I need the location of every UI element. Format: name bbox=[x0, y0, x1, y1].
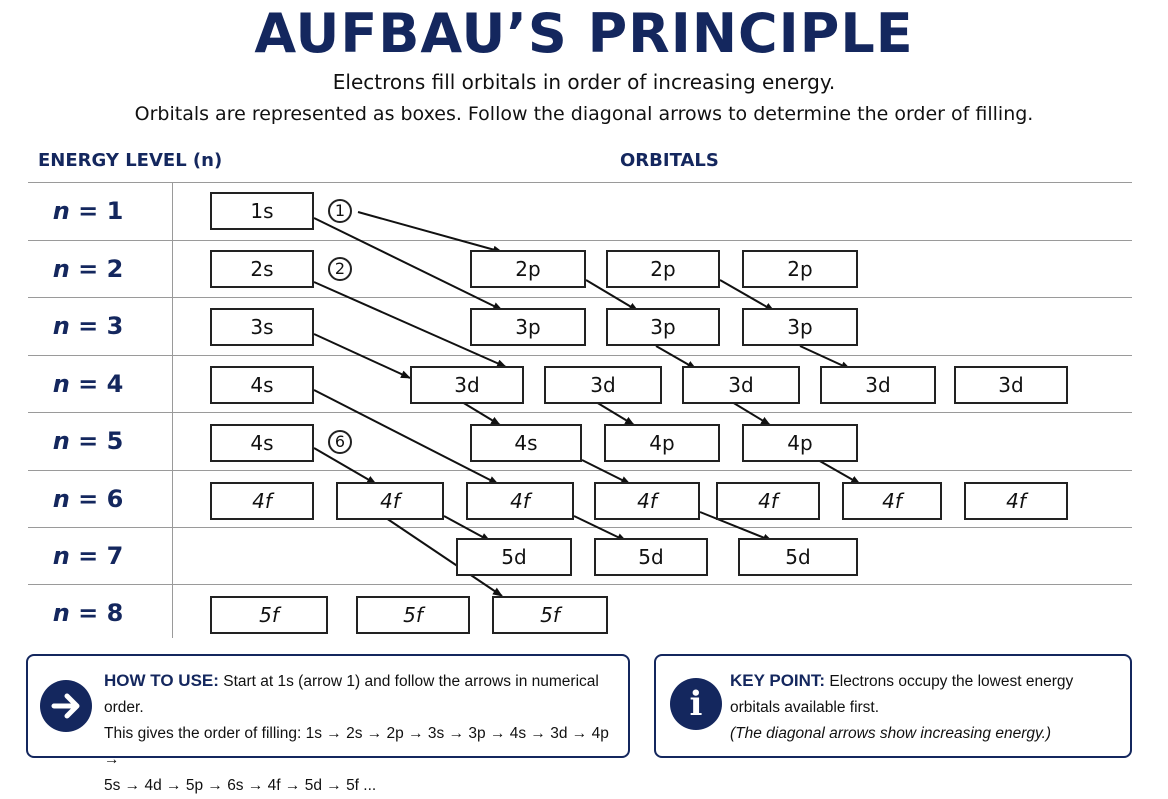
orbital-box: 4f bbox=[336, 482, 444, 520]
arrow-line bbox=[314, 448, 376, 484]
step-marker: 6 bbox=[328, 430, 352, 454]
key-point-label: KEY POINT: bbox=[730, 671, 826, 690]
orbital-box: 2p bbox=[470, 250, 586, 288]
energy-level-label: n = 8 bbox=[52, 599, 124, 627]
orbital-box: 5d bbox=[738, 538, 858, 576]
orbitals-header: ORBITALS bbox=[620, 150, 719, 171]
energy-level-header: ENERGY LEVEL (n) bbox=[38, 150, 223, 171]
orbital-box: 4f bbox=[594, 482, 700, 520]
orbital-box: 3d bbox=[682, 366, 800, 404]
energy-level-label: n = 4 bbox=[52, 370, 124, 398]
orbital-box: 2p bbox=[606, 250, 720, 288]
orbital-box: 4s bbox=[210, 366, 314, 404]
orbital-box: 3p bbox=[742, 308, 858, 346]
step-marker: 2 bbox=[328, 257, 352, 281]
orbital-box: 3p bbox=[470, 308, 586, 346]
orbital-box: 4p bbox=[742, 424, 858, 462]
orbital-box: 5f bbox=[356, 596, 470, 634]
how-to-use-label: HOW TO USE: bbox=[104, 671, 219, 690]
orbital-box: 3d bbox=[544, 366, 662, 404]
arrow-line bbox=[358, 212, 502, 252]
energy-level-label: n = 2 bbox=[52, 255, 124, 283]
step-marker: 1 bbox=[328, 199, 352, 223]
orbital-box: 5f bbox=[492, 596, 608, 634]
orbital-box: 2s bbox=[210, 250, 314, 288]
arrow-line bbox=[732, 402, 770, 425]
orbital-box: 3d bbox=[954, 366, 1068, 404]
energy-level-label: n = 7 bbox=[52, 542, 124, 570]
arrow-line bbox=[818, 460, 860, 484]
energy-level-label: n = 5 bbox=[52, 427, 124, 455]
orbital-box: 4s bbox=[470, 424, 582, 462]
orbital-box: 4f bbox=[964, 482, 1068, 520]
orbital-box: 5d bbox=[594, 538, 708, 576]
orbital-box: 3d bbox=[820, 366, 936, 404]
key-point-text: KEY POINT: Electrons occupy the lowest energy orbitals available first. (The diagonal arrows show increasing energy.) bbox=[730, 671, 1074, 742]
energy-level-label: n = 6 bbox=[52, 485, 124, 513]
orbital-box: 1s bbox=[210, 192, 314, 230]
energy-level-label: n = 3 bbox=[52, 312, 124, 340]
arrow-line bbox=[582, 460, 630, 484]
how-to-use-panel bbox=[26, 654, 630, 794]
orbital-box: 4f bbox=[210, 482, 314, 520]
orbital-box: 3s bbox=[210, 308, 314, 346]
arrow-right-icon bbox=[40, 680, 92, 732]
subtitle-primary: Electrons fill orbitals in order of increasing energy. bbox=[332, 70, 836, 94]
orbital-box: 4f bbox=[716, 482, 820, 520]
energy-level-label: n = 1 bbox=[52, 197, 124, 225]
orbital-box: 4f bbox=[466, 482, 574, 520]
orbital-box: 4s bbox=[210, 424, 314, 462]
arrow-line bbox=[596, 402, 634, 425]
subtitle-secondary: Orbitals are represented as boxes. Follow the diagonal arrows to determine the order of filling. bbox=[134, 103, 1034, 125]
page-title: AUFBAU’S PRINCIPLE bbox=[254, 2, 914, 65]
orbital-box: 4f bbox=[842, 482, 942, 520]
orbital-box: 2p bbox=[742, 250, 858, 288]
orbital-box: 5f bbox=[210, 596, 328, 634]
info-icon: i bbox=[670, 678, 722, 730]
arrow-line bbox=[314, 334, 410, 378]
orbital-box: 5d bbox=[456, 538, 572, 576]
orbital-box: 3p bbox=[606, 308, 720, 346]
arrow-line bbox=[462, 402, 500, 425]
orbital-box: 4p bbox=[604, 424, 720, 462]
key-point-panel bbox=[654, 654, 1132, 758]
how-to-use-text: HOW TO USE: Start at 1s (arrow 1) and follow the arrows in numerical order. This gives the order of filling: 1s → 2s → 2p → 3s → 3p → 4s → 3d → 4p → 5s → 4d → 5p → 6s → 4f → 5d → 5f ... bbox=[104, 671, 609, 794]
orbital-box: 3d bbox=[410, 366, 524, 404]
